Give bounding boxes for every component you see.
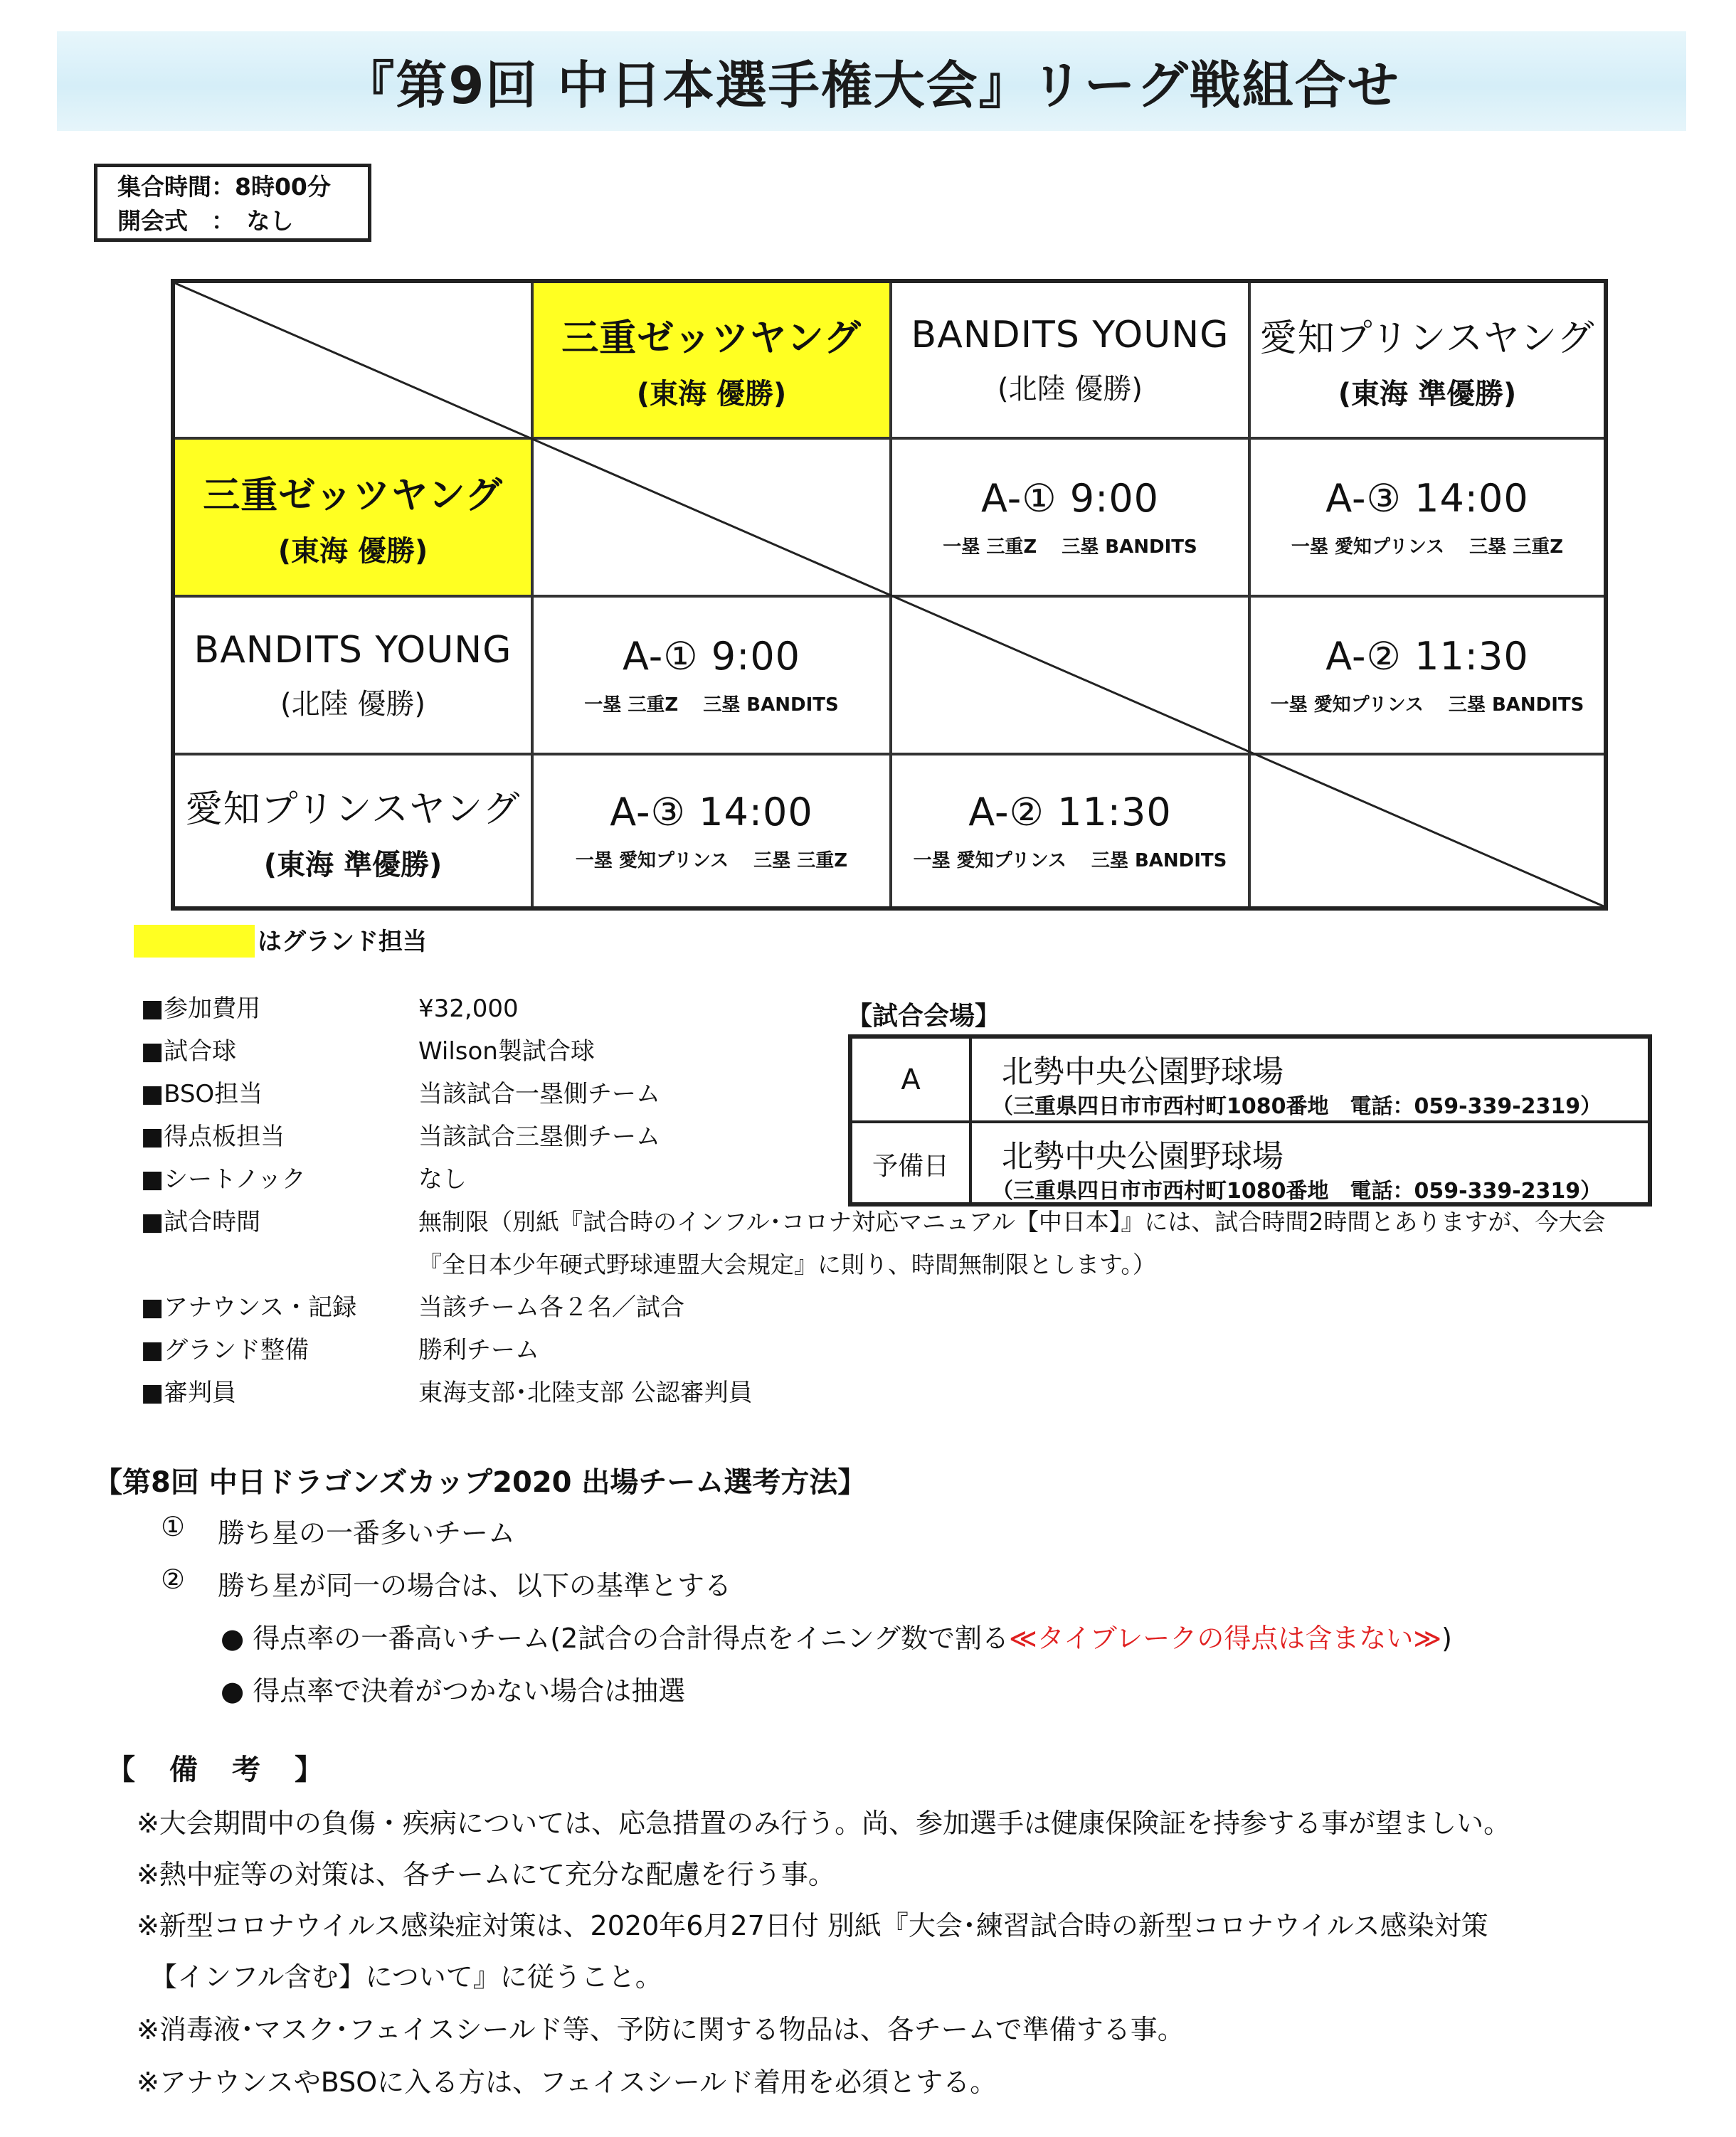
detail-label: ■試合球 (141, 1037, 237, 1066)
remark-line: ※熱中症等の対策は、各チームにて充分な配慮を行う事。 (137, 1859, 835, 1890)
game-code: A-② 11:30 (1325, 634, 1529, 679)
detail-label: ■試合時間 (141, 1208, 261, 1236)
game-bases: 一塁 三重Z 三塁 BANDITS (584, 694, 839, 716)
selection-number: ① (161, 1511, 186, 1542)
team-name: BANDITS YOUNG (911, 313, 1229, 356)
venue-heading: 【試合会場】 (847, 1002, 1001, 1031)
bullet-text: ● 得点率の一番高いチーム(2試合の合計得点をイニング数で割る (221, 1623, 1009, 1654)
team-region: (東海 優勝) (636, 378, 787, 410)
detail-value: 無制限（別紙『試合時のインフル･コロナ対応マニュアル【中日本】』には、試合時間2時間とありますが、今大会 (418, 1208, 1606, 1236)
detail-value: 東海支部･北陸支部 公認審判員 (418, 1379, 753, 1407)
remark-line: ※消毒液･マスク･フェイスシールド等、予防に関する物品は、各チームで準備する事。 (137, 2014, 1185, 2045)
remark-line: ※アナウンスやBSOに入る方は、フェイスシールド着用を必須とする。 (137, 2067, 997, 2098)
venue-code: A (852, 1039, 972, 1120)
assembly-time: 集合時間：8時00分 (117, 173, 331, 201)
venue-address: （三重県四日市市西村町1080番地 電話：059-339-2319） (992, 1094, 1602, 1119)
detail-label: ■審判員 (141, 1379, 237, 1407)
venue-name: 北勢中央公園野球場 (1002, 1138, 1284, 1174)
detail-label: ■得点板担当 (141, 1123, 285, 1151)
selection-bullet (221, 1669, 685, 1708)
selection-text: 勝ち星の一番多いチーム (218, 1517, 516, 1549)
detail-value: ¥32,000 (418, 995, 519, 1023)
remarks-heading: 【 備 考 】 (107, 1754, 326, 1786)
detail-label: ■グランド整備 (141, 1336, 309, 1364)
detail-value: 当該チーム各２名／試合 (418, 1293, 684, 1322)
detail-value: 『全日本少年硬式野球連盟大会規定』に則り、時間無制限とします。） (418, 1251, 1156, 1278)
team-region: (北陸 優勝) (997, 372, 1143, 405)
game-code: A-③ 14:00 (1325, 476, 1529, 521)
detail-value: 当該試合一塁側チーム (418, 1080, 660, 1108)
team-region: (東海 準優勝) (1338, 378, 1517, 410)
venue-name: 北勢中央公園野球場 (1002, 1054, 1284, 1090)
bullet-tail: ) (1441, 1623, 1452, 1654)
team-region: (北陸 優勝) (280, 687, 425, 721)
selection-text: 勝ち星が同一の場合は、以下の基準とする (218, 1570, 732, 1601)
remark-line: ※新型コロナウイルス感染症対策は、2020年6月27日付 別紙『大会･練習試合時の新型コロナウイルス感染対策 (137, 1910, 1488, 1941)
venue-address: （三重県四日市市西村町1080番地 電話：059-339-2319） (992, 1179, 1602, 1204)
game-code: A-① 9:00 (622, 634, 801, 679)
game-bases: 一塁 愛知プリンス 三塁 BANDITS (913, 850, 1227, 871)
info-box (94, 164, 371, 242)
game-bases: 一塁 愛知プリンス 三塁 三重Z (575, 850, 848, 871)
team-name: BANDITS YOUNG (194, 628, 512, 672)
selection-number: ② (161, 1564, 186, 1595)
team-name: 愛知プリンスヤング (1259, 317, 1595, 360)
matrix-diagonal (175, 283, 1604, 906)
game-bases: 一塁 愛知プリンス 三塁 三重Z (1291, 536, 1564, 558)
ground-legend-swatch (134, 925, 255, 958)
venue-table (848, 1034, 1652, 1207)
detail-label: ■参加費用 (141, 995, 261, 1023)
venue-code: 予備日 (852, 1123, 972, 1205)
detail-label: ■アナウンス・記録 (141, 1293, 357, 1322)
venue-row (852, 1123, 1648, 1205)
opening-ceremony: 開会式 ： なし (117, 207, 294, 235)
team-name: 三重ゼッツヤング (561, 317, 862, 360)
game-bases: 一塁 愛知プリンス 三塁 BANDITS (1270, 694, 1584, 716)
selection-bullet (221, 1616, 1452, 1655)
game-code: A-② 11:30 (968, 790, 1172, 834)
ground-legend-text: はグランド担当 (258, 928, 427, 956)
detail-label: ■シートノック (141, 1165, 306, 1194)
venue-row (852, 1039, 1648, 1123)
team-name: 愛知プリンスヤング (185, 788, 521, 831)
detail-value: なし (418, 1165, 467, 1194)
game-code: A-③ 14:00 (610, 790, 813, 834)
team-name: 三重ゼッツヤング (203, 474, 503, 517)
tiebreak-note: ≪タイブレークの得点は含まない≫ (1008, 1623, 1442, 1654)
game-code: A-① 9:00 (980, 476, 1160, 521)
selection-heading: 【第8回 中日ドラゴンズカップ2020 出場チーム選考方法】 (94, 1466, 867, 1499)
remark-line: 【インフル含む】について』に従うこと。 (137, 1961, 662, 1993)
bullet-text: ● 得点率で決着がつかない場合は抽選 (221, 1675, 686, 1707)
game-bases: 一塁 三重Z 三塁 BANDITS (943, 536, 1197, 558)
detail-label: ■BSO担当 (141, 1080, 263, 1108)
page-title: 『第9回 中日本選手権大会』リーグ戦組合せ (343, 55, 1400, 115)
league-matrix (171, 279, 1608, 911)
title-banner (57, 31, 1686, 131)
team-region: (東海 準優勝) (263, 849, 443, 881)
team-region: (東海 優勝) (277, 535, 428, 568)
detail-value: 勝利チーム (418, 1336, 539, 1364)
remark-line: ※大会期間中の負傷・疾病については、応急措置のみ行う。尚、参加選手は健康保険証を持参する事が望ましい。 (137, 1808, 1511, 1839)
detail-value: Wilson製試合球 (418, 1037, 595, 1066)
detail-value: 当該試合三塁側チーム (418, 1123, 660, 1151)
